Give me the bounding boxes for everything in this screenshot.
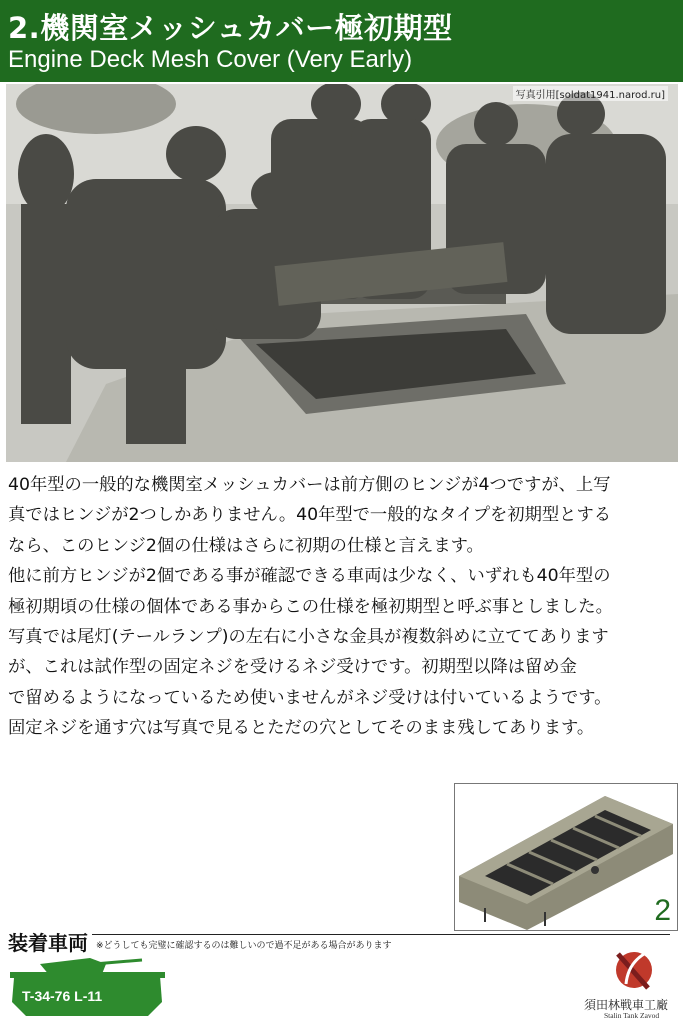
photo-credit: 写真引用[soldat1941.narod.ru] [513, 86, 668, 101]
tank-badge [10, 952, 165, 1020]
text-line: 40年型の一般的な機関室メッシュカバーは前方側のヒンジが4つですが、上写 [8, 475, 611, 495]
divider [92, 934, 670, 935]
header-banner [0, 0, 683, 82]
logo-name-en: Stalin Tank Zavod [604, 1011, 660, 1020]
page-title: 2.機関室メッシュカバー極初期型 [8, 11, 453, 45]
text-line: なら、このヒンジ2個の仕様はさらに初期の仕様と言えます。 [8, 535, 484, 556]
page-subtitle: Engine Deck Mesh Cover (Very Early) [8, 46, 413, 73]
logo-name-jp: 須田林戦車工廠 [584, 998, 669, 1012]
text-line: で留めるようになっているため使いませんがネジ受けは付いているようです。 [8, 687, 612, 708]
text-line: 真ではヒンジが2つしかありません。40年型で一般的なタイプを初期型とする [8, 505, 612, 526]
equipment-note: ※どうしても完璧に確認するのは難しいので過不足がある場合があります [96, 941, 392, 951]
text-line: 極初期頃の仕様の個体である事からこの仕様を極初期型と呼ぶ事としました。 [8, 596, 613, 617]
tank-name: T-34-76 L-11 [22, 988, 103, 1004]
historical-photo [6, 84, 678, 462]
equipment-label: 装着車両 [8, 931, 88, 955]
text-line: が、これは試作型の固定ネジを受けるネジ受けです。初期型以降は留め金 [8, 657, 577, 678]
photo-illustration [6, 84, 678, 462]
tank-icon [10, 952, 165, 1020]
figure-number: 2 [654, 894, 671, 927]
text-line: 他に前方ヒンジが2個である事が確認できる車両は少なく、いずれも40年型の [8, 566, 611, 587]
mesh-cover-illustration [455, 784, 677, 930]
hammer-sickle-icon [588, 944, 680, 996]
description-text [8, 470, 678, 744]
text-line: 固定ネジを通す穴は写真で見るとただの穴としてそのまま残してあります。 [8, 718, 595, 739]
text-line: 写真では尾灯(テールランプ)の左右に小さな金具が複数斜めに立ててあります [8, 627, 609, 648]
mesh-cover-render [454, 783, 678, 931]
